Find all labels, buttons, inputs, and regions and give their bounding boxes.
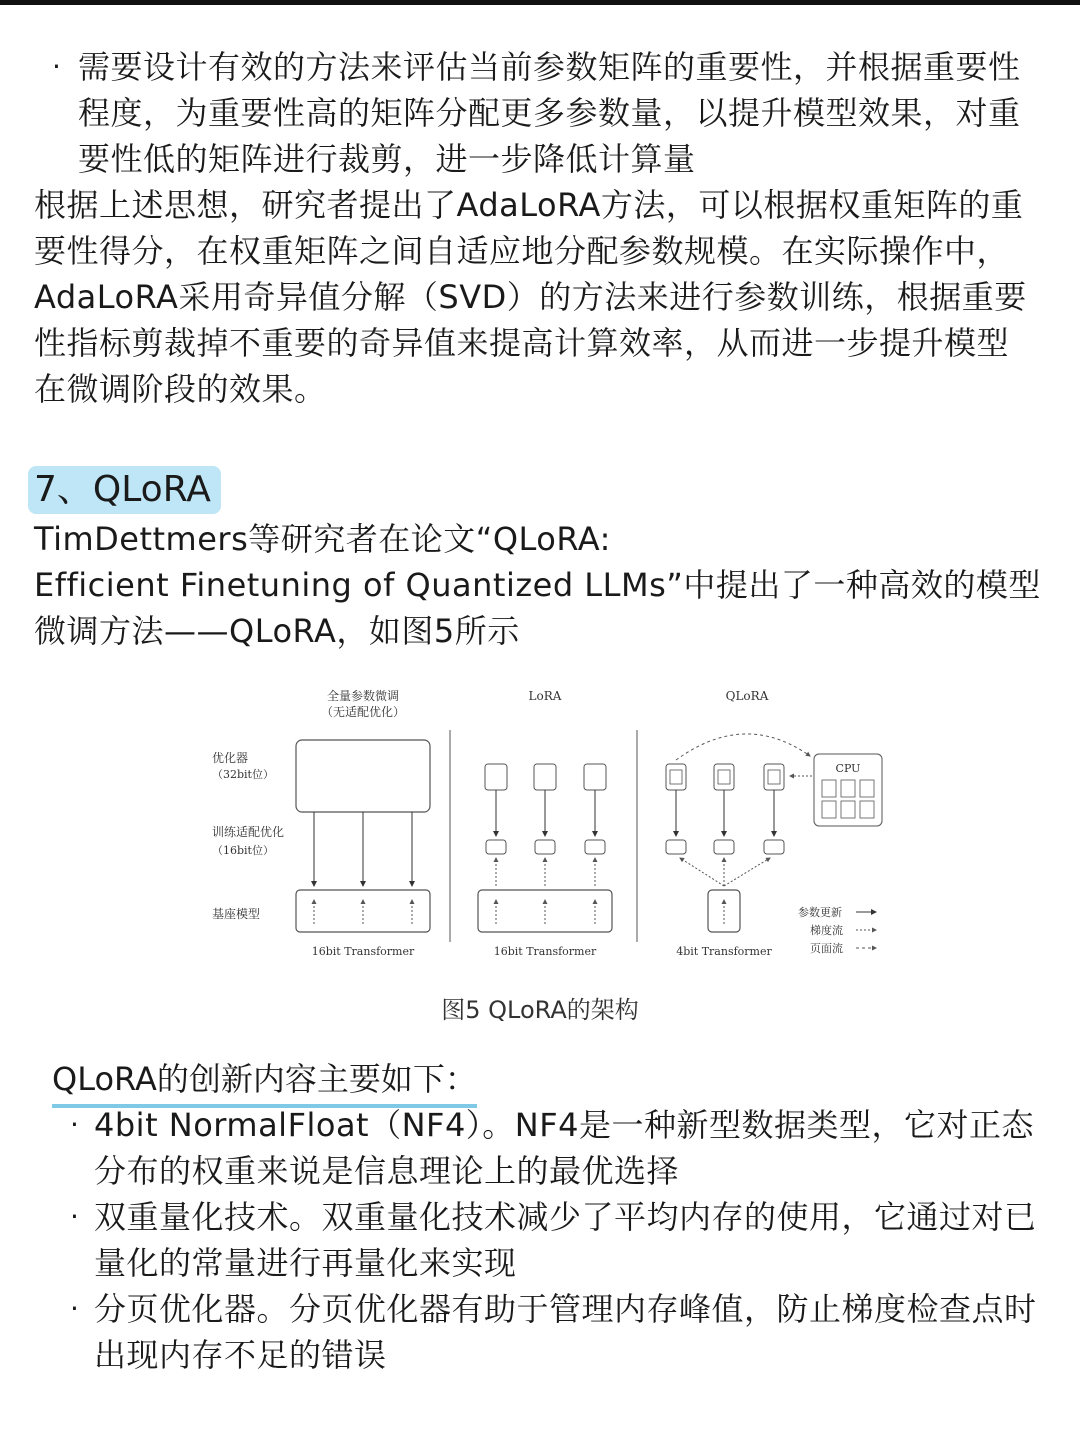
cpu-page-6 bbox=[860, 801, 874, 818]
innovations-heading: QLoRA的创新内容主要如下： bbox=[52, 1056, 477, 1108]
col3-paging-arc bbox=[676, 734, 810, 760]
col3-adapter-2 bbox=[714, 840, 734, 854]
cpu-page-1 bbox=[822, 780, 836, 797]
qlora-intro-line-2: Efficient Finetuning of Quantized LLMs”中提出了一种高效的模型 bbox=[34, 566, 1041, 604]
qlora-intro-line-1: TimDettmers等研究者在论文“QLoRA: bbox=[34, 520, 611, 558]
col3-adapter-1 bbox=[666, 840, 686, 854]
legend-page-flow: 页面流 bbox=[810, 942, 843, 955]
label-adapter: 训练适配优化 bbox=[212, 825, 285, 839]
innovation-1-line-1: 4bit NormalFloat（NF4）。NF4是一种新型数据类型，它对正态 bbox=[94, 1106, 1035, 1144]
col3-opt-1-page bbox=[670, 770, 682, 784]
innovation-3-line-2: 出现内存不足的错误 bbox=[94, 1336, 387, 1374]
col3-opt-3-page bbox=[768, 770, 780, 784]
col3-grad-3 bbox=[724, 858, 770, 886]
cpu-page-2 bbox=[841, 780, 855, 797]
cpu-page-3 bbox=[860, 780, 874, 797]
innovation-3-line-1: 分页优化器。分页优化器有助于管理内存峰值，防止梯度检查点时 bbox=[94, 1290, 1037, 1328]
col2-adapter-3 bbox=[585, 840, 605, 854]
top-list-line-3: 要性低的矩阵进行裁剪，进一步降低计算量 bbox=[78, 140, 696, 178]
label-optimizer-bits: （32bit位） bbox=[212, 768, 274, 781]
col2-opt-1 bbox=[485, 764, 507, 790]
adalora-paragraph-line-1: 根据上述思想，研究者提出了AdaLoRA方法，可以根据权重矩阵的重 bbox=[34, 186, 1024, 224]
qlora-architecture-figure bbox=[200, 680, 900, 970]
col3-adapter-3 bbox=[764, 840, 784, 854]
innovation-3-bullet: · bbox=[70, 1292, 79, 1325]
col2-opt-3 bbox=[584, 764, 606, 790]
cpu-label: CPU bbox=[835, 762, 861, 775]
col1-optimizer-block bbox=[296, 740, 430, 812]
legend-gradient-flow: 梯度流 bbox=[810, 924, 843, 937]
label-optimizer: 优化器 bbox=[212, 751, 249, 765]
innovation-2-line-2: 量化的常量进行再量化来实现 bbox=[94, 1244, 517, 1282]
col3-grad-1 bbox=[680, 858, 724, 886]
adalora-paragraph-line-3: AdaLoRA采用奇异值分解（SVD）的方法来进行参数训练，根据重要 bbox=[34, 278, 1027, 316]
col2-adapter-1 bbox=[486, 840, 506, 854]
adalora-paragraph-line-2: 要性得分，在权重矩阵之间自适应地分配参数规模。在实际操作中， bbox=[34, 232, 1010, 270]
label-base-model: 基座模型 bbox=[212, 907, 261, 921]
innovation-2-bullet: · bbox=[70, 1200, 79, 1233]
top-list-line-1: 需要设计有效的方法来评估当前参数矩阵的重要性，并根据重要性 bbox=[78, 48, 1021, 86]
innovation-2-line-1: 双重量化技术。双重量化技术减少了平均内存的使用，它通过对已 bbox=[94, 1198, 1037, 1236]
col1-title-line1: 全量参数微调 bbox=[326, 689, 400, 703]
section-heading: 7、QLoRA bbox=[28, 466, 221, 514]
top-list-line-2: 程度，为重要性高的矩阵分配更多参数量，以提升模型效果，对重 bbox=[78, 94, 1021, 132]
col1-title-line2: （无适配优化） bbox=[320, 705, 406, 719]
cpu-page-5 bbox=[841, 801, 855, 818]
legend-param-update: 参数更新 bbox=[798, 906, 842, 919]
architecture-diagram bbox=[200, 680, 900, 970]
bullet-mark: · bbox=[52, 50, 61, 83]
figure-caption: 图5 QLoRA的架构 bbox=[441, 996, 639, 1024]
cpu-page-4 bbox=[822, 801, 836, 818]
adalora-paragraph-line-4: 性指标剪裁掉不重要的奇异值来提高计算效率，从而进一步提升模型 bbox=[34, 324, 1010, 362]
innovation-1-line-2: 分布的权重来说是信息理论上的最优选择 bbox=[94, 1152, 680, 1190]
col2-opt-2 bbox=[534, 764, 556, 790]
innovation-1-bullet: · bbox=[70, 1108, 79, 1141]
adalora-paragraph-line-5: 在微调阶段的效果。 bbox=[34, 370, 327, 408]
col3-opt-2-page bbox=[718, 770, 730, 784]
col1-footer: 16bit Transformer bbox=[311, 945, 415, 958]
label-adapter-bits: （16bit位） bbox=[212, 844, 274, 857]
col2-title: LoRA bbox=[528, 689, 562, 703]
col2-footer: 16bit Transformer bbox=[493, 945, 597, 958]
col3-footer: 4bit Transformer bbox=[676, 945, 772, 958]
col2-adapter-2 bbox=[535, 840, 555, 854]
qlora-intro-line-3: 微调方法——QLoRA，如图5所示 bbox=[34, 612, 520, 650]
col3-title: QLoRA bbox=[725, 689, 769, 703]
